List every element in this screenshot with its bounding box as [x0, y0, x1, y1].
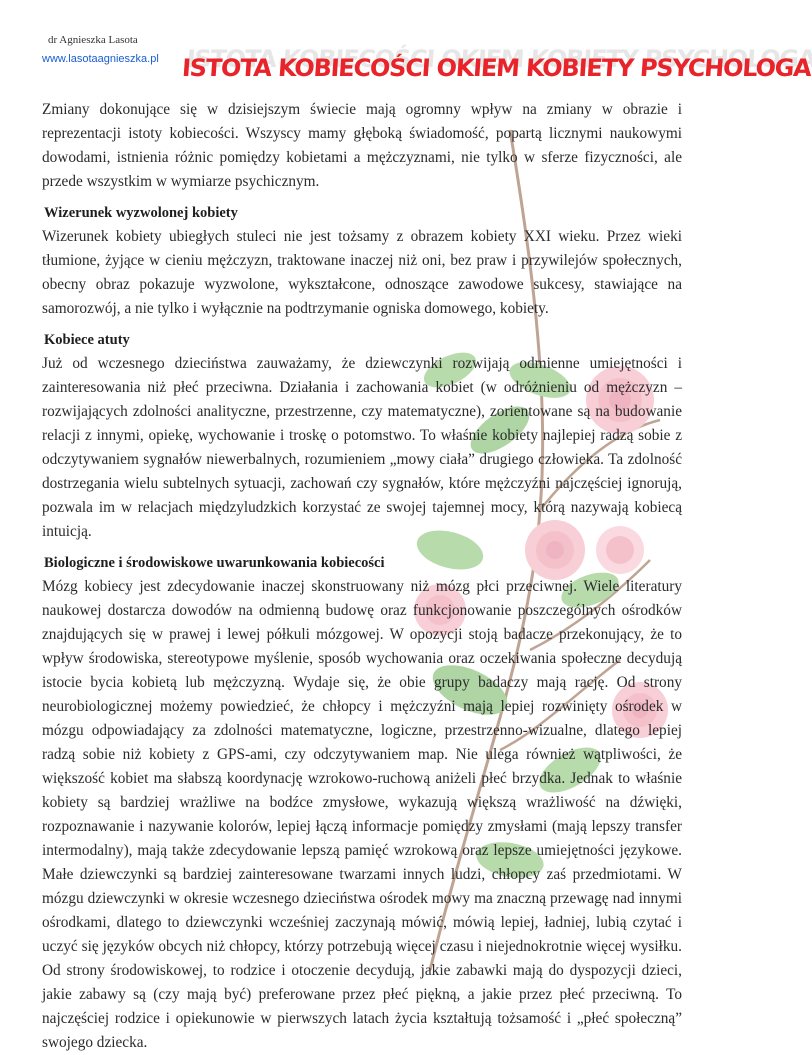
author-name: dr Agnieszka Lasota	[48, 34, 138, 46]
section-heading: Wizerunek wyzwolonej kobiety	[44, 205, 238, 221]
section-paragraph: Już od wczesnego dzieciństwa zauważamy, że dziewczynki rozwijają odmienne umiejętności i zainteresowania niż płeć przeciwna. Działania i zachowania kobiet (w odróżnieniu od mężczyzn – rozwijających zdolności analityczne, przestrzenne, czy matematyczne), zorientowane są na budowanie relacji z innymi, opiekę, wychowanie i troskę o potomstwo. To właśnie kobiety najlepiej radzą sobie z odczytywaniem sygnałów niewerbalnych, rozumieniem „mowy ciała” drugiego człowieka. Ta zdolność dostrzegania wielu subtelnych sytuacji, zachowań czy sygnałów, które mężczyźni najczęściej ignorują, pozwala im w relacjach międzyludzkich korzystać ze swojej tajemnej mocy, którą nazywają kobiecą intuicją.	[42, 355, 682, 540]
section-paragraph: Wizerunek kobiety ubiegłych stuleci nie jest tożsamy z obrazem kobiety XXI wieku. Przez wieki tłumione, żyjące w cieniu mężczyzn, traktowane inaczej niż oni, bez praw i przywilejów społecznych, obecny obraz pokazuje wyzwolone, wykształcone, odnoszące zawodowe sukcesy, stawiające na samorozwój, a nie tylko i wyłącznie na podtrzymanie ogniska domowego, kobiety.	[42, 228, 682, 317]
intro-paragraph: Zmiany dokonujące się w dzisiejszym świecie mają ogromny wpływ na zmiany w obrazie i reprezentacji istoty kobiecości. Wszyscy mamy głęboką świadomość, popartą licznymi naukowymi dowodami, istnienia różnic pomiędzy kobietami a mężczyznami, nie tylko w sferze fizyczności, ale przede wszystkim w wymiarze psychicznym.	[42, 101, 682, 190]
article-body	[42, 98, 682, 1055]
website-link[interactable]: www.lasotaagnieszka.pl	[42, 53, 159, 65]
section-paragraph: Mózg kobiecy jest zdecydowanie inaczej skonstruowany niż mózg płci przeciwnej. Wiele literatury naukowej dostarcza dowodów na odmienną budowę oraz funkcjonowanie poszczególnych ośrodków znajdujących się w prawej i lewej półkuli mózgowej. W opozycji stoją badacze przekonujący, że to wpływ środowiska, stereotypowe myślenie, sposób wychowania oraz oczekiwania społeczne decydują istocie bycia kobietą lub mężczyzną. Wydaje się, że obie grupy badaczy mają rację. Od strony neurobiologicznej możemy powiedzieć, że chłopcy i mężczyźni mają lepiej rozwinięty ośrodek w mózgu odpowiadający za zdolności matematyczne, logiczne, przestrzenno-wizualne, dlatego lepiej radzą sobie niż kobiety z GPS-ami, czy odczytywaniem map. Nie ulega również wątpliwości, że większość kobiet ma słabszą koordynację wzrokowo-ruchową aniżeli płeć brzydka. Jednak to właśnie kobiety są bardziej wrażliwe na bodźce zmysłowe, wykazują większą wrażliwość na dźwięki, rozpoznawanie i nazywanie kolorów, lepiej łączą informacje pomiędzy zmysłami (mają lepszy transfer intermodalny), mają także zdecydowanie lepszą pamięć wzrokową oraz lepsze umiejętności językowe. Małe dziewczynki są bardziej zainteresowane twarzami innych ludzi, chłopcy zaś przedmiotami. W mózgu dziewczynki w okresie wczesnego dzieciństwa ośrodek mowy ma znaczną przewagę nad innymi ośrodkami, dlatego to dziewczynki wcześniej zaczynają mówić, mówią lepiej, ładniej, lubią czytać i uczyć się języków obcych niż chłopcy, którzy potrzebują więcej czasu i niejednokrotnie więcej wysiłku. Od strony środowiskowej, to rodzice i otoczenie decydują, jakie zabawki mają do dyspozycji dzieci, jakie zabawy są (czy mają być) preferowane przez płeć piękną, a jakie przez płeć przeciwną. To najczęściej rodzice i opiekunowie w pierwszych latach życia kształtują tożsamość i „płeć społeczną” swojego dziecka.	[42, 578, 682, 1051]
section-heading: Kobiece atuty	[44, 332, 130, 348]
page-title: ISTOTA KOBIECOŚCI OKIEM KOBIETY PSYCHOLOGA	[181, 54, 812, 82]
section-heading: Biologiczne i środowiskowe uwarunkowania kobiecości	[44, 555, 385, 571]
